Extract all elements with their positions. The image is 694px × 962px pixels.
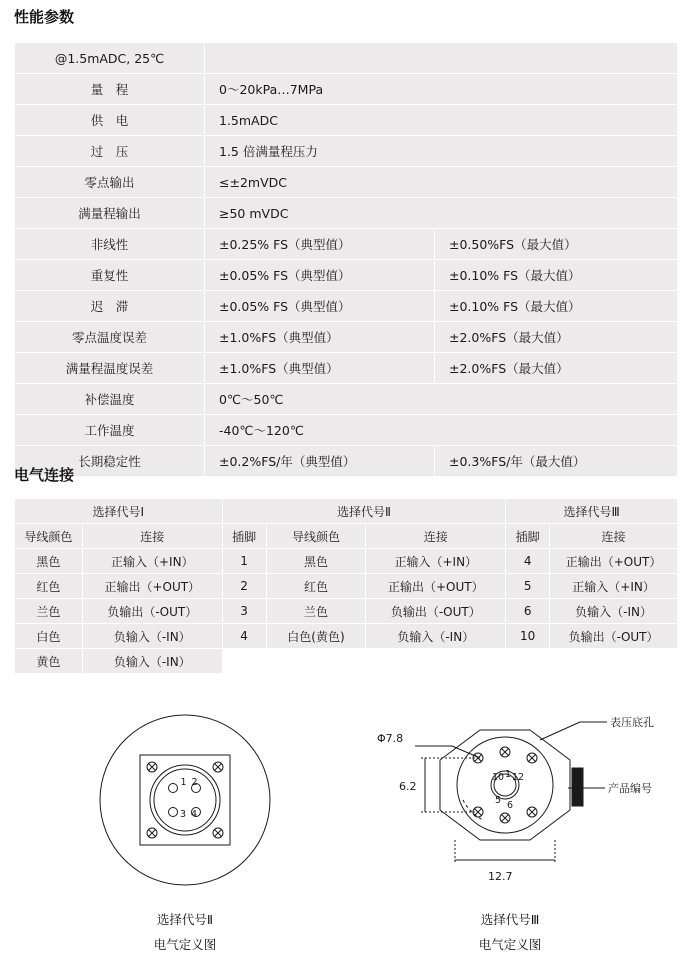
table-row bbox=[15, 353, 678, 384]
table-cell bbox=[506, 649, 550, 674]
table-cell bbox=[222, 649, 266, 674]
spec-label: 零点输出 bbox=[15, 167, 205, 198]
table-cell: 白色(黄色) bbox=[266, 624, 366, 649]
spec-label: 长期稳定性 bbox=[15, 446, 205, 477]
group-header-1: 选择代号Ⅰ bbox=[15, 499, 223, 524]
spec-value-max: ±0.10% FS（最大值） bbox=[435, 291, 678, 322]
table-cell: 5 bbox=[506, 574, 550, 599]
spec-value-max: ±0.3%FS/年（最大值） bbox=[435, 446, 678, 477]
table-cell: 负输入（-IN） bbox=[550, 599, 678, 624]
column-header: 连接 bbox=[366, 524, 506, 549]
table-row bbox=[15, 74, 678, 105]
spec-label: 重复性 bbox=[15, 260, 205, 291]
spec-value-max: ±0.10% FS（最大值） bbox=[435, 260, 678, 291]
table-cell: 负输出（-OUT） bbox=[366, 599, 506, 624]
spec-value-typical: ±1.0%FS（典型值） bbox=[205, 322, 435, 353]
electrical-connection-table bbox=[14, 498, 678, 674]
spec-value-typical: ±0.2%FS/年（典型值） bbox=[205, 446, 435, 477]
spec-label: 补偿温度 bbox=[15, 384, 205, 415]
spec-label: 零点温度误差 bbox=[15, 322, 205, 353]
table-cell: 负输出（-OUT） bbox=[550, 624, 678, 649]
svg-text:5: 5 bbox=[495, 795, 502, 806]
svg-text:12.7: 12.7 bbox=[488, 870, 513, 883]
table-cell bbox=[550, 649, 678, 674]
performance-parameters-table bbox=[14, 42, 678, 477]
table-cell: 正输出（+OUT） bbox=[550, 549, 678, 574]
table-row bbox=[15, 384, 678, 415]
table-cell: 2 bbox=[222, 574, 266, 599]
table-row bbox=[15, 549, 678, 574]
spec-value: ≥50 mVDC bbox=[205, 198, 678, 229]
spec-value-typical: ±1.0%FS（典型值） bbox=[205, 353, 435, 384]
column-header: 导线颜色 bbox=[15, 524, 83, 549]
table-cell: 负输出（-OUT） bbox=[82, 599, 222, 624]
table-row bbox=[15, 167, 678, 198]
table-row bbox=[15, 43, 678, 74]
table-cell: 1 bbox=[222, 549, 266, 574]
svg-text:6.2: 6.2 bbox=[399, 780, 417, 793]
group-header-2: 选择代号Ⅱ bbox=[222, 499, 506, 524]
table-cell: 4 bbox=[222, 624, 266, 649]
spec-label: 满量程温度误差 bbox=[15, 353, 205, 384]
caption-option3-line1: 选择代号Ⅲ bbox=[480, 912, 540, 927]
spec-value-typical: ±0.05% FS（典型值） bbox=[205, 291, 435, 322]
page-title-electrical: 电气连接 bbox=[14, 466, 75, 484]
svg-text:2: 2 bbox=[191, 777, 198, 788]
table-cell: 6 bbox=[506, 599, 550, 624]
spec-value: 0℃～50℃ bbox=[205, 384, 678, 415]
drawings-area bbox=[0, 700, 694, 962]
table-row bbox=[15, 105, 678, 136]
spec-label: 过 压 bbox=[15, 136, 205, 167]
table-row bbox=[15, 198, 678, 229]
table-cell: 红色 bbox=[15, 574, 83, 599]
svg-text:6: 6 bbox=[507, 800, 514, 811]
drawing-connector-option3 bbox=[355, 700, 694, 905]
spec-label: 供 电 bbox=[15, 105, 205, 136]
table-row bbox=[15, 446, 678, 477]
svg-text:表压底孔: 表压底孔 bbox=[610, 716, 654, 729]
table-cell: 负输入（-IN） bbox=[82, 649, 222, 674]
spec-value-max: ±2.0%FS（最大值） bbox=[435, 322, 678, 353]
table-cell: 10 bbox=[506, 624, 550, 649]
table-cell: 正输出（+OUT） bbox=[82, 574, 222, 599]
svg-text:4: 4 bbox=[191, 809, 198, 820]
spec-value-max: ±2.0%FS（最大值） bbox=[435, 353, 678, 384]
table-cell bbox=[366, 649, 506, 674]
table-cell: 负输入（-IN） bbox=[366, 624, 506, 649]
svg-text:1: 1 bbox=[180, 777, 187, 788]
spec-value: -40℃～120℃ bbox=[205, 415, 678, 446]
table-cell: 负输入（-IN） bbox=[82, 624, 222, 649]
spec-value: 1.5 倍满量程压力 bbox=[205, 136, 678, 167]
spec-value: 1.5mADC bbox=[205, 105, 678, 136]
table-cell: 黄色 bbox=[15, 649, 83, 674]
spec-value-typical: ±0.25% FS（典型值） bbox=[205, 229, 435, 260]
condition-cell: @1.5mADC, 25℃ bbox=[15, 43, 205, 74]
svg-text:1: 1 bbox=[505, 769, 512, 780]
caption-option2-line1: 选择代号Ⅱ bbox=[156, 912, 214, 927]
column-header: 连接 bbox=[82, 524, 222, 549]
table-cell bbox=[266, 649, 366, 674]
table-cell: 兰色 bbox=[15, 599, 83, 624]
table-row bbox=[15, 136, 678, 167]
group-header-3: 选择代号Ⅲ bbox=[506, 499, 678, 524]
table-row bbox=[15, 415, 678, 446]
table-row bbox=[15, 260, 678, 291]
table-cell: 正输出（+OUT） bbox=[366, 574, 506, 599]
svg-text:12: 12 bbox=[512, 772, 525, 783]
spec-value: ≤±2mVDC bbox=[205, 167, 678, 198]
table-cell: 4 bbox=[506, 549, 550, 574]
column-header: 连接 bbox=[550, 524, 678, 549]
table-cell: 兰色 bbox=[266, 599, 366, 624]
column-header: 导线颜色 bbox=[266, 524, 366, 549]
column-header: 插脚 bbox=[222, 524, 266, 549]
table-row bbox=[15, 229, 678, 260]
drawing-connector-option2 bbox=[0, 700, 320, 905]
caption-option3-line2: 电气定义图 bbox=[478, 937, 542, 952]
column-header: 插脚 bbox=[506, 524, 550, 549]
table-cell: 黑色 bbox=[266, 549, 366, 574]
condition-empty-cell bbox=[205, 43, 678, 74]
table-cell: 正输入（+IN） bbox=[366, 549, 506, 574]
table-row bbox=[15, 574, 678, 599]
spec-label: 工作温度 bbox=[15, 415, 205, 446]
table-cell: 白色 bbox=[15, 624, 83, 649]
table-row bbox=[15, 291, 678, 322]
svg-text:Φ7.8: Φ7.8 bbox=[377, 732, 404, 745]
table-cell: 3 bbox=[222, 599, 266, 624]
table-row bbox=[15, 624, 678, 649]
caption-option2-line2: 电气定义图 bbox=[153, 937, 217, 952]
svg-text:产品编号: 产品编号 bbox=[608, 782, 652, 795]
table-cell: 正输入（+IN） bbox=[82, 549, 222, 574]
table-row bbox=[15, 649, 678, 674]
product-number-marker bbox=[572, 768, 583, 806]
spec-value-typical: ±0.05% FS（典型值） bbox=[205, 260, 435, 291]
table-group-header-row bbox=[15, 499, 678, 524]
table-column-header-row bbox=[15, 524, 678, 549]
spec-label: 量 程 bbox=[15, 74, 205, 105]
spec-label: 非线性 bbox=[15, 229, 205, 260]
table-row bbox=[15, 599, 678, 624]
table-cell: 红色 bbox=[266, 574, 366, 599]
table-row bbox=[15, 322, 678, 353]
spec-value-max: ±0.50%FS（最大值） bbox=[435, 229, 678, 260]
spec-label: 迟 滞 bbox=[15, 291, 205, 322]
spec-label: 满量程输出 bbox=[15, 198, 205, 229]
page-title-performance: 性能参数 bbox=[14, 8, 75, 26]
svg-text:10: 10 bbox=[492, 772, 505, 783]
table-cell: 黑色 bbox=[15, 549, 83, 574]
svg-text:3: 3 bbox=[180, 809, 187, 820]
table-cell: 正输入（+IN） bbox=[550, 574, 678, 599]
spec-value: 0～20kPa…7MPa bbox=[205, 74, 678, 105]
